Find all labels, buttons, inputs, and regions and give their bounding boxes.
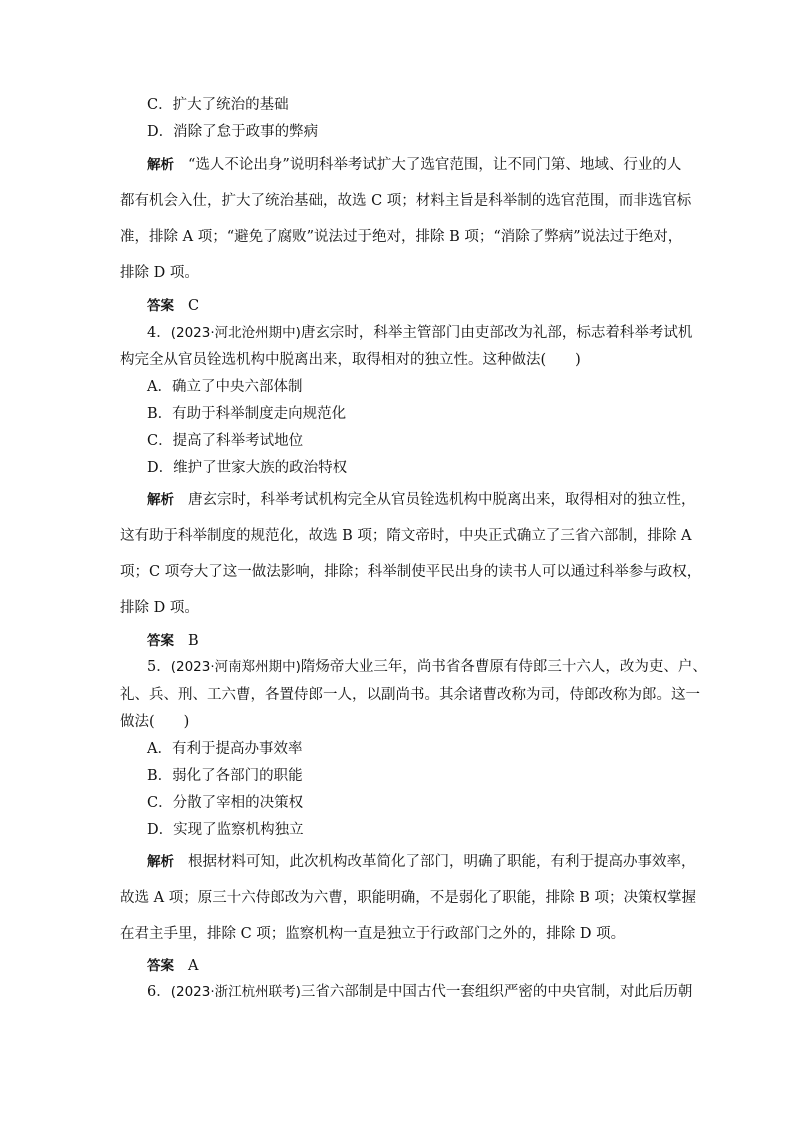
analysis-line: 都有机会入仕，扩大了统治基础，故选 C 项；材料主旨是科举制的选官范围，而非选官标 <box>120 193 692 209</box>
option-b: B．弱化了各部门的职能 <box>147 768 303 784</box>
answer-value: A <box>188 958 199 974</box>
answer-line <box>147 631 199 651</box>
option-a: A．确立了中央六部体制 <box>147 379 303 395</box>
analysis-line: 这有助于科举制度的规范化，故选 B 项；隋文帝时，中央正式确立了三省六部制，排除 A <box>120 528 692 544</box>
answer-value: B <box>188 633 199 649</box>
analysis-line: 解析 “选人不论出身”说明科举考试扩大了选官范围，让不同门第、地域、行业的人 <box>147 157 682 173</box>
answer-label: 答案 <box>147 633 174 649</box>
answer-label: 答案 <box>147 958 174 974</box>
analysis-line: 故选 A 项；原三十六侍郎改为六曹，职能明确，不是弱化了职能，排除 B 项；决策权掌握 <box>120 890 697 906</box>
question-number: 6． <box>147 984 171 1000</box>
answer-value: C <box>188 298 200 314</box>
question-number: 4． <box>147 325 171 341</box>
question-stem-line: 做法( ) <box>120 714 190 730</box>
question-stem-line: 构完全从官员铨选机构中脱离出来，取得相对的独立性。这种做法( ) <box>120 352 581 368</box>
analysis-label: 解析 <box>147 854 174 870</box>
analysis-line: 在君主手里，排除 C 项；监察机构一直是独立于行政部门之外的，排除 D 项。 <box>120 926 626 942</box>
option-a: A．有利于提高办事效率 <box>147 741 303 757</box>
analysis-line: 排除 D 项。 <box>120 600 199 616</box>
analysis-label: 解析 <box>147 157 174 173</box>
option-d: D．消除了怠于政事的弊病 <box>147 124 319 140</box>
option-d: D．维护了世家大族的政治特权 <box>147 460 348 476</box>
analysis-line: 准，排除 A 项；“避免了腐败”说法过于绝对，排除 B 项；“消除了弊病”说法过于绝对， <box>120 229 683 245</box>
answer-line <box>147 956 198 976</box>
analysis-label: 解析 <box>147 492 174 508</box>
option-c: C．扩大了统治的基础 <box>147 97 289 113</box>
option-d: D．实现了监察机构独立 <box>147 822 304 838</box>
option-c: C．提高了科举考试地位 <box>147 433 304 449</box>
answer-line <box>147 296 199 316</box>
answer-label: 答案 <box>147 298 174 314</box>
question-stem: 6．(2023·浙江杭州联考)三省六部制是中国古代一套组织严密的中央官制，对此后历朝 <box>147 984 693 1000</box>
analysis-line: 解析 唐玄宗时，科举考试机构完全从官员铨选机构中脱离出来，取得相对的独立性， <box>147 492 696 508</box>
option-c: C．分散了宰相的决策权 <box>147 795 304 811</box>
question-stem: 4．(2023·河北沧州期中)唐玄宗时，科举主管部门由吏部改为礼部，标志着科举考试机 <box>147 325 693 341</box>
question-source: (2023·浙江杭州联考) <box>170 984 301 1000</box>
question-source: (2023·河南郑州期中) <box>170 659 301 675</box>
analysis-line: 项；C 项夸大了这一做法影响，排除；科举制使平民出身的读书人可以通过科举参与政权， <box>120 564 702 580</box>
question-number: 5． <box>147 659 171 675</box>
analysis-line: 排除 D 项。 <box>120 265 199 281</box>
question-source: (2023·河北沧州期中) <box>170 325 301 341</box>
option-b: B．有助于科举制度走向规范化 <box>147 406 347 422</box>
question-stem-line: 礼、兵、刑、工六曹，各置侍郎一人，以副尚书。其余诸曹改称为司，侍郎改称为郎。这一 <box>120 687 700 703</box>
question-stem: 5．(2023·河南郑州期中)隋炀帝大业三年，尚书省各曹原有侍郎三十六人，改为吏、户、 <box>147 659 707 675</box>
analysis-line: 解析 根据材料可知，此次机构改革简化了部门，明确了职能，有利于提高办事效率， <box>147 854 696 870</box>
